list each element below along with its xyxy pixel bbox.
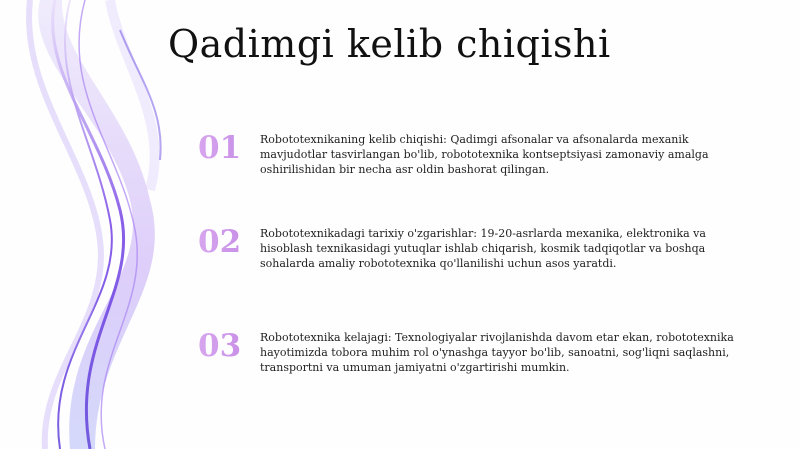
item-number: 01 bbox=[198, 130, 254, 166]
slide-title: Qadimgi kelib chiqishi bbox=[168, 22, 611, 66]
item-text: Robototexnika kelajagi: Texnologiyalar rivojlanishda davom etar ekan, robototexnika hayotimizda tobora muhim rol o'ynashga tayyor bo'lib, sanoatni, sog'liqni saqlashni, transportni va umuman jamiyatni o'zgartirishi mumkin. bbox=[260, 331, 734, 374]
item-text: Robototexnikadagi tarixiy o'zgarishlar: 19-20-asrlarda mexanika, elektronika va hisoblash texnikasidagi yutuqlar ishlab chiqarish, kosmik tadqiqotlar va boshqa sohalarda amaliy robototexnika qo'llanilishi uchun asos yaratdi. bbox=[260, 227, 706, 270]
item-number: 03 bbox=[198, 328, 254, 364]
decorative-wave-ribbon bbox=[0, 0, 200, 449]
item-number: 02 bbox=[198, 224, 254, 260]
item-text: Robototexnikaning kelib chiqishi: Qadimgi afsonalar va afsonalarda mexanik mavjudotlar tasvirlangan bo'lib, robototexnika kontseptsiyasi zamonaviy amalga oshirilishidan bir necha asr oldin bashorat qilingan. bbox=[260, 133, 709, 176]
